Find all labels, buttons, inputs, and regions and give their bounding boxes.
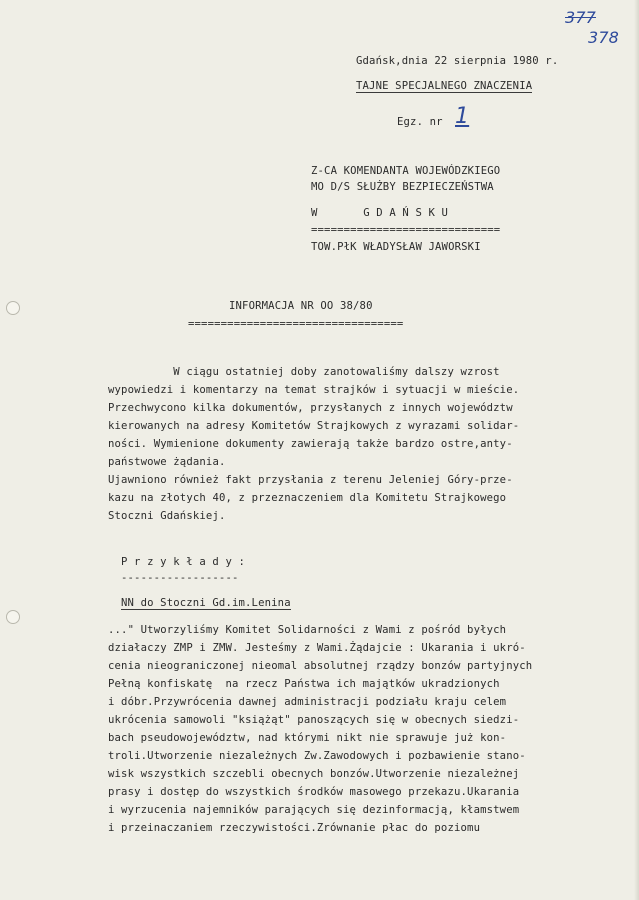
examples-rule: ------------------ [121,572,239,584]
body-line: państwowe żądania. [108,456,226,468]
quote-line: prasy i dostęp do wszystkich środków masowego przekazu.Ukarania [108,786,520,798]
page-number-handwritten: 377 [565,8,596,27]
body-line: Przechwycono kilka dokumentów, przysłanych z innych województw [108,402,513,414]
section-subheading: NN do Stoczni Gd.im.Lenina [121,597,291,609]
addressee-name: TOW.PłK WŁADYSŁAW JAWORSKI [311,241,481,253]
classification-stamp: TAJNE SPECJALNEGO ZNACZENIA [356,80,533,92]
binder-hole-bottom [6,610,20,624]
body-line: kazu na złotych 40, z przeznaczeniem dla Komitetu Strajkowego [108,492,507,504]
body-line: kierowanych na adresy Komitetów Strajkowych z wyrazami solidar- [108,420,520,432]
examples-heading: P r z y k ł a d y : [121,556,246,568]
copy-number-handwritten: 1 [455,104,470,129]
quote-line: wisk wszystkich szczebli obecnych bonzów.Utworzenie niezależnej [108,768,520,780]
body-line: wypowiedzi i komentarzy na temat strajków i sytuacji w mieście. [108,384,520,396]
quote-line: cenia nieograniczonej nieomal absolutnej rządzy bonzów partyjnych [108,660,533,672]
quote-line: działaczy ZMP i ZMW. Jesteśmy z Wami.Żądajcie : Ukarania i ukró- [108,642,526,654]
binder-hole-top [6,301,20,315]
quote-line: ..." Utworzyliśmy Komitet Solidarności z Wami z pośród byłych [108,624,507,636]
page-edge-shadow [634,0,639,900]
body-line: ności. Wymienione dokumenty zawierają także bardzo ostre,anty- [108,438,513,450]
quote-line: ukrócenia samowoli "książąt" panoszących się w obecnych siedzi- [108,714,520,726]
quote-line: i wyrzucenia najemników parających się dezinformacją, kłamstwem [108,804,520,816]
copy-number-label: Egz. nr [397,116,443,128]
addressee-line-1: Z-CA KOMENDANTA WOJEWÓDZKIEGO [311,165,501,177]
quote-line: i dóbr.Przywrócenia dawnej administracji podziału kraju celem [108,696,507,708]
addressee-city: W G D A Ń S K U [311,207,449,219]
addressee-line-2: MO D/S SŁUŻBY BEZPIECZEŃSTWA [311,181,494,193]
addressee-rule: ============================= [311,224,501,236]
quote-line: troli.Utworzenie niezależnych Zw.Zawodowych i pozbawienie stano- [108,750,526,762]
document-title-rule: ================================= [188,318,404,330]
document-title: INFORMACJA NR OO 38/80 [229,300,373,312]
body-line: Ujawniono również fakt przysłania z terenu Jeleniej Góry-prze- [108,474,513,486]
place-date: Gdańsk,dnia 22 sierpnia 1980 r. [356,55,559,67]
body-line: Stoczni Gdańskiej. [108,510,226,522]
quote-line: bach pseudowojewództw, nad którymi nikt nie sprawuje już kon- [108,732,507,744]
body-line: W ciągu ostatniej doby zanotowaliśmy dalszy wzrost [108,366,500,378]
quote-line: i przeinaczaniem rzeczywistości.Zrównanie płac do poziomu [108,822,481,834]
page-number-handwritten-2: 378 [588,28,619,47]
quote-line: Pełną konfiskatę na rzecz Państwa ich majątków ukradzionych [108,678,500,690]
